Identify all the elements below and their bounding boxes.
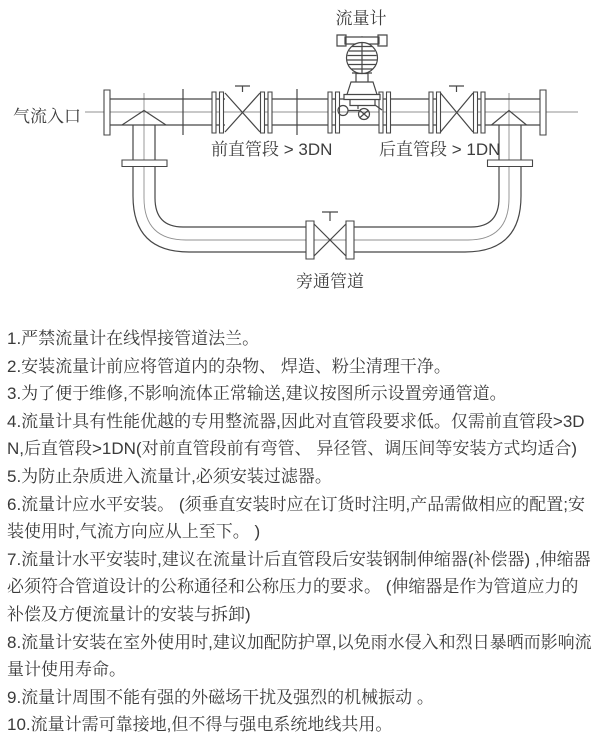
note-2: 2.安装流量计前应将管道内的杂物、 焊造、粉尘清理干净。 [7, 356, 451, 376]
pipe-centerlines [85, 36, 578, 240]
installation-diagram [0, 0, 600, 320]
note-4: 4.流量计具有性能优越的专用整流器,因此对直管段要求低。仅需前直管段>3DN,后直管段>1DN(对前直管段前有弯管、 异径管、调压间等安装方式均适合) [7, 411, 585, 459]
gate-valve-left [225, 86, 260, 132]
meter-fitting-links [348, 105, 382, 118]
note-7: 7.流量计水平安装时,建议在流量计后直管段后安装钢制伸缩器(补偿器) ,伸缩器必须符合管道设计的公称通径和公称压力的要求。 (伸缩器是作为管道应力的补偿及方便流量计的安装与拆卸) [7, 549, 591, 624]
note-5: 5.为防止杂质进入流量计,必须安装过滤器。 [7, 466, 332, 486]
label-gas-inlet: 气流入口 [13, 107, 81, 126]
note-1: 1.严禁流量计在线悍接管道法兰。 [7, 329, 260, 348]
pipe-flanges [104, 90, 546, 259]
note-3: 3.为了便于维修,不影响流体正常输送,建议按图所示设置旁通管道。 [7, 384, 507, 404]
bypass-pipe-walls [183, 227, 471, 252]
note-10: 10.流量计需可靠接地,但不得与强电系统地线共用。 [7, 715, 393, 735]
note-9: 9.流量计周围不能有强的外磁场干扰及强烈的机械振动 。 [7, 687, 434, 707]
label-flow-meter: 流量计 [335, 9, 387, 28]
gate-valve-right [441, 86, 474, 132]
bypass-valve [314, 212, 346, 256]
label-bypass-pipe: 旁通管道 [296, 272, 364, 291]
note-8: 8.流量计安装在室外使用时,建议加配防护罩,以免雨水侵入和烈日暴晒而影响流量计使用寿命。 [7, 632, 592, 680]
installation-notes [0, 320, 600, 739]
label-upstream-section: 前直管段 > 3DN [211, 140, 333, 159]
note-6: 6.流量计应水平安装。 (须垂直安装时应在订货时注明,产品需做相应的配置;安装使用时,气流方向应从上至下。 ) [7, 494, 586, 542]
label-downstream-section: 后直管段 > 1DN [379, 140, 501, 159]
